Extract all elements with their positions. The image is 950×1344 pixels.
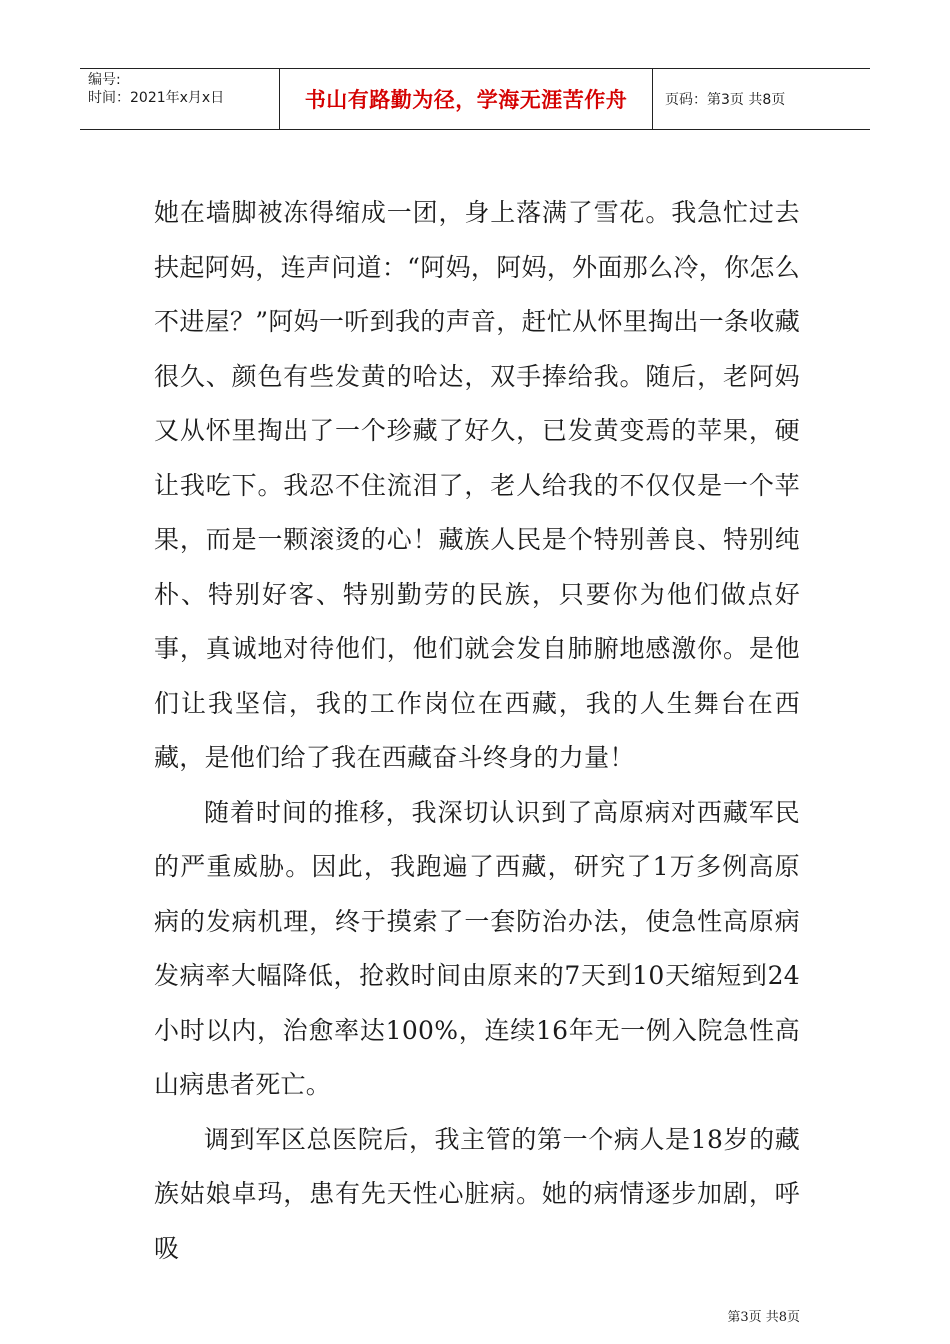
header-page-code: 页码：第3页 共8页 <box>665 92 786 108</box>
paragraph-2: 随着时间的推移，我深切认识到了高原病对西藏军民的严重威胁。因此，我跑遍了西藏，研究了1万多例高原病的发病机理，终于摸索了一套防治办法，使急性高原病发病率大幅降低，抢救时间由原来的7天到10天缩短到24小时以内，治愈率达100%，连续16年无一例入院急性高山病患者死亡。 <box>154 797 800 1099</box>
page-footer: 第3页 共8页 <box>727 1310 800 1325</box>
page-header <box>80 68 870 130</box>
paragraph-3: 调到军区总医院后，我主管的第一个病人是18岁的藏族姑娘卓玛，患有先天性心脏病。她的病情逐步加剧，呼吸 <box>154 1124 800 1263</box>
document-date: 时间：2021年x月x日 <box>88 90 225 106</box>
paragraph-1: 她在墙脚被冻得缩成一团，身上落满了雪花。我急忙过去扶起阿妈，连声问道：“阿妈，阿妈，外面那么冷，你怎么不进屋？”阿妈一听到我的声音，赶忙从怀里掏出一条收藏很久、颜色有些发黄的哈达，双手捧给我。随后，老阿妈又从怀里掏出了一个珍藏了好久，已发黄变焉的苹果，硬让我吃下。我忍不住流泪了，老人给我的不仅仅是一个苹果，而是一颗滚烫的心！藏族人民是个特别善良、特别纯朴、特别好客、特别勤劳的民族，只要你为他们做点好事，真诚地对待他们，他们就会发自肺腑地感激你。是他们让我坚信，我的工作岗位在西藏，我的人生舞台在西藏，是他们给了我在西藏奋斗终身的力量！ <box>154 198 800 772</box>
document-number-label: 编号: <box>88 72 121 88</box>
header-meta <box>80 69 280 129</box>
header-motto: 书山有路勤为径，学海无涯苦作舟 <box>280 69 653 129</box>
document-body <box>154 186 800 1276</box>
